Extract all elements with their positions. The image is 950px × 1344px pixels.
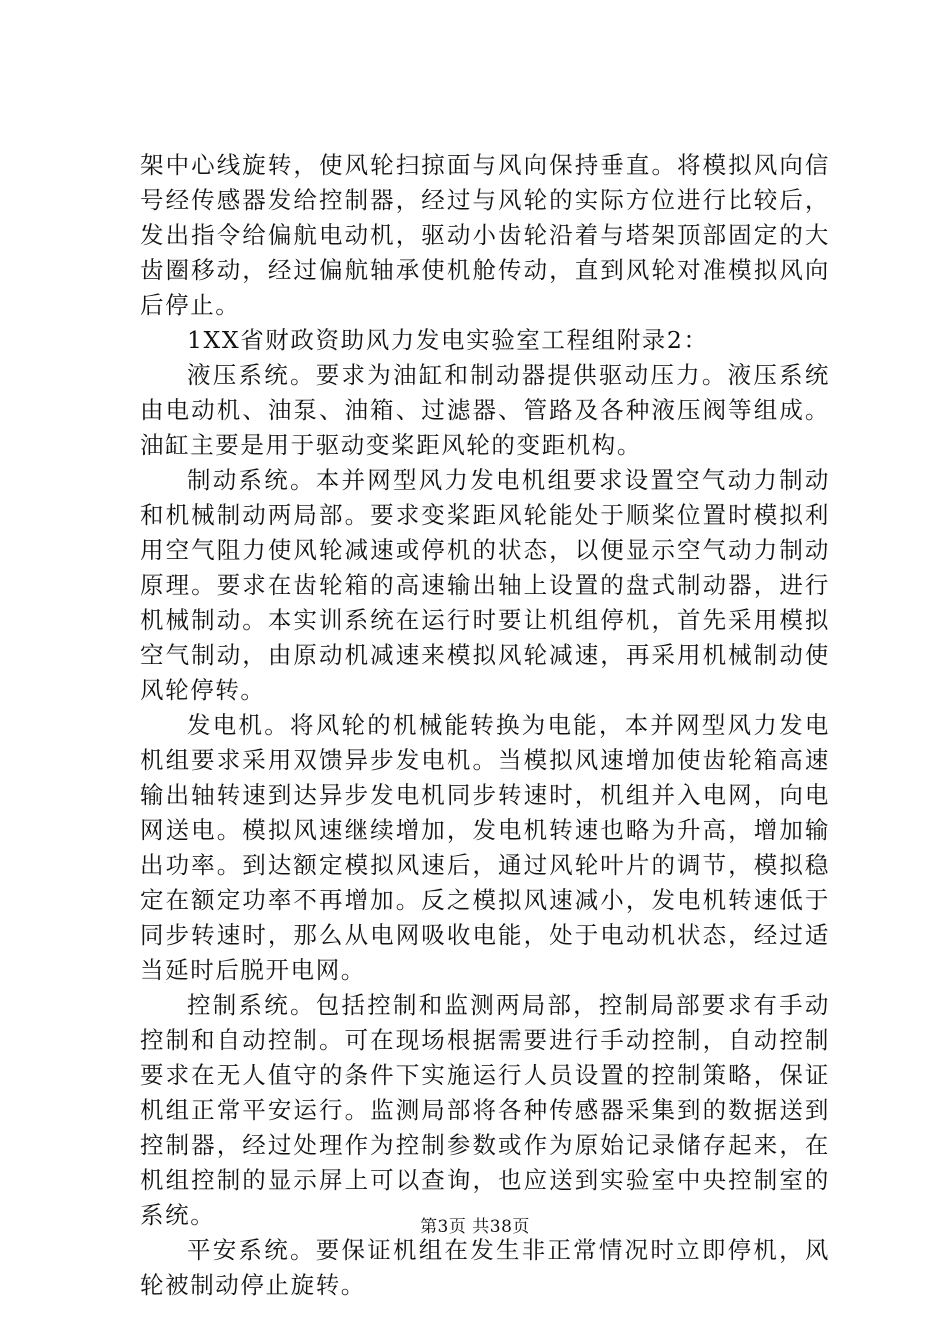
document-body — [140, 148, 830, 1303]
paragraph-generator: 发电机。将风轮的机械能转换为电能，本并网型风力发电机组要求采用双馈异步发电机。当模拟风速增加使齿轮箱高速输出轴转速到达异步发电机同步转速时，机组并入电网，向电网送电。模拟风速继续增加，发电机转速也略为升高，增加输出功率。到达额定模拟风速后，通过风轮叶片的调节，模拟稳定在额定功率不再增加。反之模拟风速减小，发电机转速低于同步转速时，那么从电网吸收电能，处于电动机状态，经过适当延时后脱开电网。 — [140, 711, 830, 984]
paragraph-safety-system: 平安系统。要保证机组在发生非正常情况时立即停机，风轮被制动停止旋转。 — [140, 1236, 830, 1299]
paragraph-control-system: 控制系统。包括控制和监测两局部，控制局部要求有手动控制和自动控制。可在现场根据需要进行手动控制，自动控制要求在无人值守的条件下实施运行人员设置的控制策略，保证机组正常平安运行。监测局部将各种传感器采集到的数据送到控制器，经过处理作为控制参数或作为原始记录储存起来，在机组控制的显示屏上可以查询，也应送到实验室中央控制室的系统。 — [140, 991, 830, 1229]
paragraph-appendix-heading: 1XX省财政资助风力发电实验室工程组附录2： — [187, 326, 709, 354]
paragraph-hydraulic-system: 液压系统。要求为油缸和制动器提供驱动压力。液压系统由电动机、油泵、油箱、过滤器、管路及各种液压阀等组成。油缸主要是用于驱动变桨距风轮的变距机构。 — [140, 361, 830, 459]
paragraph-yaw-continuation: 架中心线旋转，使风轮扫掠面与风向保持垂直。将模拟风向信号经传感器发给控制器，经过与风轮的实际方位进行比较后，发出指令给偏航电动机，驱动小齿轮沿着与塔架顶部固定的大齿圈移动，经过偏航轴承使机舱传动，直到风轮对准模拟风向后停止。 — [140, 151, 830, 319]
paragraph-brake-system: 制动系统。本并网型风力发电机组要求设置空气动力制动和机械制动两局部。要求变桨距风轮能处于顺桨位置时模拟利用空气阻力使风轮减速或停机的状态，以便显示空气动力制动原理。要求在齿轮箱的高速输出轴上设置的盘式制动器，进行机械制动。本实训系统在运行时要让机组停机，首先采用模拟空气制动，由原动机减速来模拟风轮减速，再采用机械制动使风轮停转。 — [140, 466, 830, 704]
page-number-footer: 第3页 共38页 — [420, 1217, 530, 1237]
